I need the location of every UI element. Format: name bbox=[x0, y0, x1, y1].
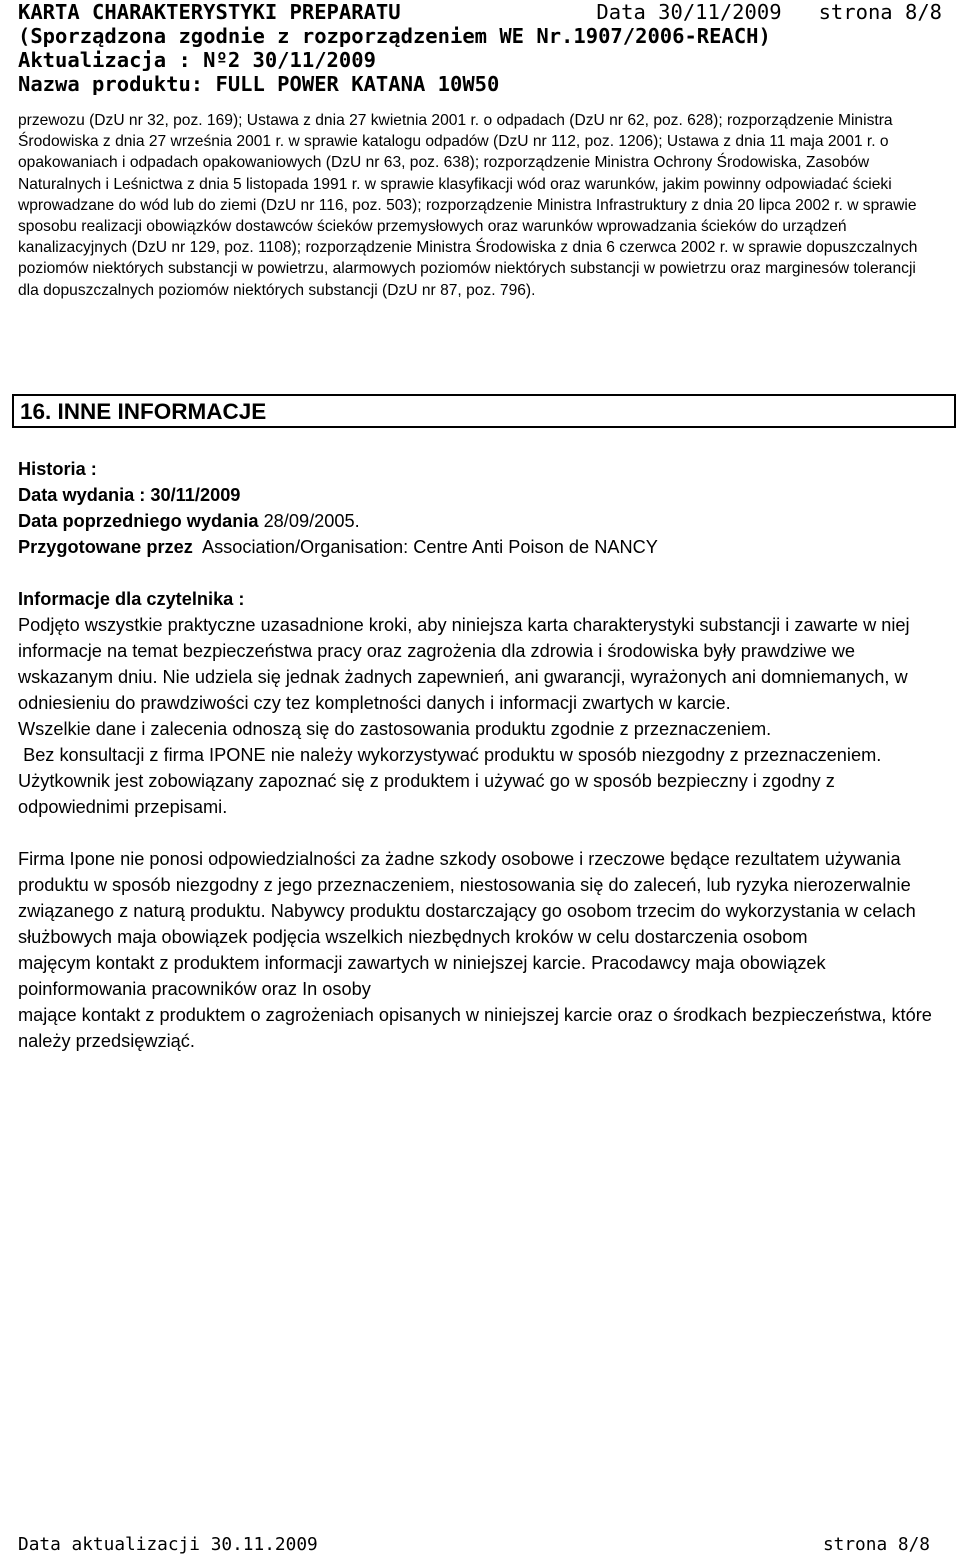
product-name: Nazwa produktu: FULL POWER KATANA 10W50 bbox=[18, 72, 500, 96]
document-type-title: KARTA CHARAKTERYSTYKI PREPARATU bbox=[18, 0, 401, 24]
prepared-by-label: Przygotowane przez bbox=[18, 537, 193, 557]
issue-date: Data wydania : 30/11/2009 bbox=[18, 485, 241, 505]
reader-info-paragraph-1: Podjęto wszystkie praktyczne uzasadnione kroki, aby niniejsza karta charakterystyki substancji i zawarte w niej informacje na temat bezpieczeństwa pracy oraz zagrożenia dla zdrowia i środowiska były prawdziwe we wskazanym dniu. Nie udziela się jednak żadnych zapewnień, ani gwarancji, wyrażonych ani domniemanych, w odniesieniu do prawdziwości czy tez kompletności danych i informacji zwartych w karcie. bbox=[18, 615, 910, 713]
footer-page-number: strona 8/8 bbox=[822, 1534, 930, 1555]
prepared-by-value: Association/Organisation: Centre Anti Poison de NANCY bbox=[192, 537, 658, 557]
reader-info-paragraph-4: Użytkownik jest zobowiązany zapoznać się z produktem i używać go w sposób bezpieczny i zgodny z odpowiednimi przepisami. bbox=[18, 771, 835, 817]
header-row-title bbox=[18, 0, 942, 24]
reader-info-heading: Informacje dla czytelnika : bbox=[18, 589, 245, 609]
previous-issue-label: Data poprzedniego wydania bbox=[18, 511, 259, 531]
header-date-page: Data 30/11/2009 strona 8/8 bbox=[596, 0, 942, 24]
prepared-by bbox=[18, 534, 948, 560]
document-header bbox=[18, 0, 942, 96]
reader-info-paragraph-3: Bez konsultacji z firma IPONE nie należy wykorzystywać produktu w sposób niezgodny z przeznaczeniem. bbox=[18, 745, 882, 765]
previous-issue-date bbox=[18, 508, 948, 534]
reader-info-paragraph-2: Wszelkie dane i zalecenia odnoszą się do zastosowania produktu zgodnie z przeznaczeniem. bbox=[18, 719, 772, 739]
previous-issue-value: 28/09/2005. bbox=[258, 511, 360, 531]
footer-update-date: Data aktualizacji 30.11.2009 bbox=[18, 1534, 318, 1555]
section-title: 16. INNE INFORMACJE bbox=[20, 399, 267, 424]
history-heading: Historia : bbox=[18, 459, 97, 479]
page-footer bbox=[18, 1533, 930, 1557]
other-information bbox=[18, 456, 948, 1054]
liability-paragraph-3: mające kontakt z produktem o zagrożeniach opisanych w niniejszej karcie oraz o środkach bezpieczeństwa, które należy przedsięwziąć. bbox=[18, 1005, 932, 1051]
liability-paragraph-2: majęcym kontakt z produktem informacji zawartych w niniejszej karcie. Pracodawcy maja obowiązek poinformowania pracowników oraz In osoby bbox=[18, 953, 826, 999]
revision-info: Aktualizacja : Nº2 30/11/2009 bbox=[18, 48, 376, 72]
regulation-note: (Sporządzona zgodnie z rozporządzeniem WE Nr.1907/2006-REACH) bbox=[18, 24, 771, 48]
liability-paragraph-1: Firma Ipone nie ponosi odpowiedzialności za żadne szkody osobowe i rzeczowe będące rezultatem używania produktu w sposób niezgodny z jego przeznaczeniem, niestosowania się do zaleceń, lub ryzyka nierozerwalnie związanego z naturą produktu. Nabywcy produktu dostarczający go osobom trzecim do wykorzystania w celach służbowych maja obowiązek podjęcia wszelkich niezbędnych kroków w celu dostarczenia osobom bbox=[18, 849, 916, 947]
section-16-header bbox=[12, 394, 956, 428]
legal-references-text: przewozu (DzU nr 32, poz. 169); Ustawa z dnia 27 kwietnia 2001 r. o odpadach (DzU nr 62, poz. 628); rozporządzenie Ministra Środowiska z dnia 27 września 2001 r. w sprawie katalogu odpadów (DzU nr 112, poz. 1206); Ustawa z dnia 11 maja 2001 r. o opakowaniach i odpadach opakowaniowych (DzU nr 63, poz. 638); rozporządzenie Ministra Ochrony Środowiska, Zasobów Naturalnych i Leśnictwa z dnia 5 listopada 1991 r. w sprawie klasyfikacji wód oraz warunków, jakim powinny odpowiadać ścieki wprowadzane do wód lub do ziemi (DzU nr 116, poz. 503); rozporządzenie Ministra Infrastruktury z dnia 20 lipca 2002 r. w sprawie sposobu realizacji obowiązków dostawców ścieków przemysłowych oraz warunków wprowadzania ścieków do urządzeń kanalizacyjnych (DzU nr 129, poz. 1108); rozporządzenie Ministra Środowiska z dnia 6 czerwca 2002 r. w sprawie dopuszczalnych poziomów niektórych substancji w powietrzu, alarmowych poziomów niektórych substancji w powietrzu oraz marginesów tolerancji dla dopuszczalnych poziomów niektórych substancji (DzU nr 87, poz. 796). bbox=[18, 112, 918, 299]
legal-references bbox=[18, 110, 938, 301]
